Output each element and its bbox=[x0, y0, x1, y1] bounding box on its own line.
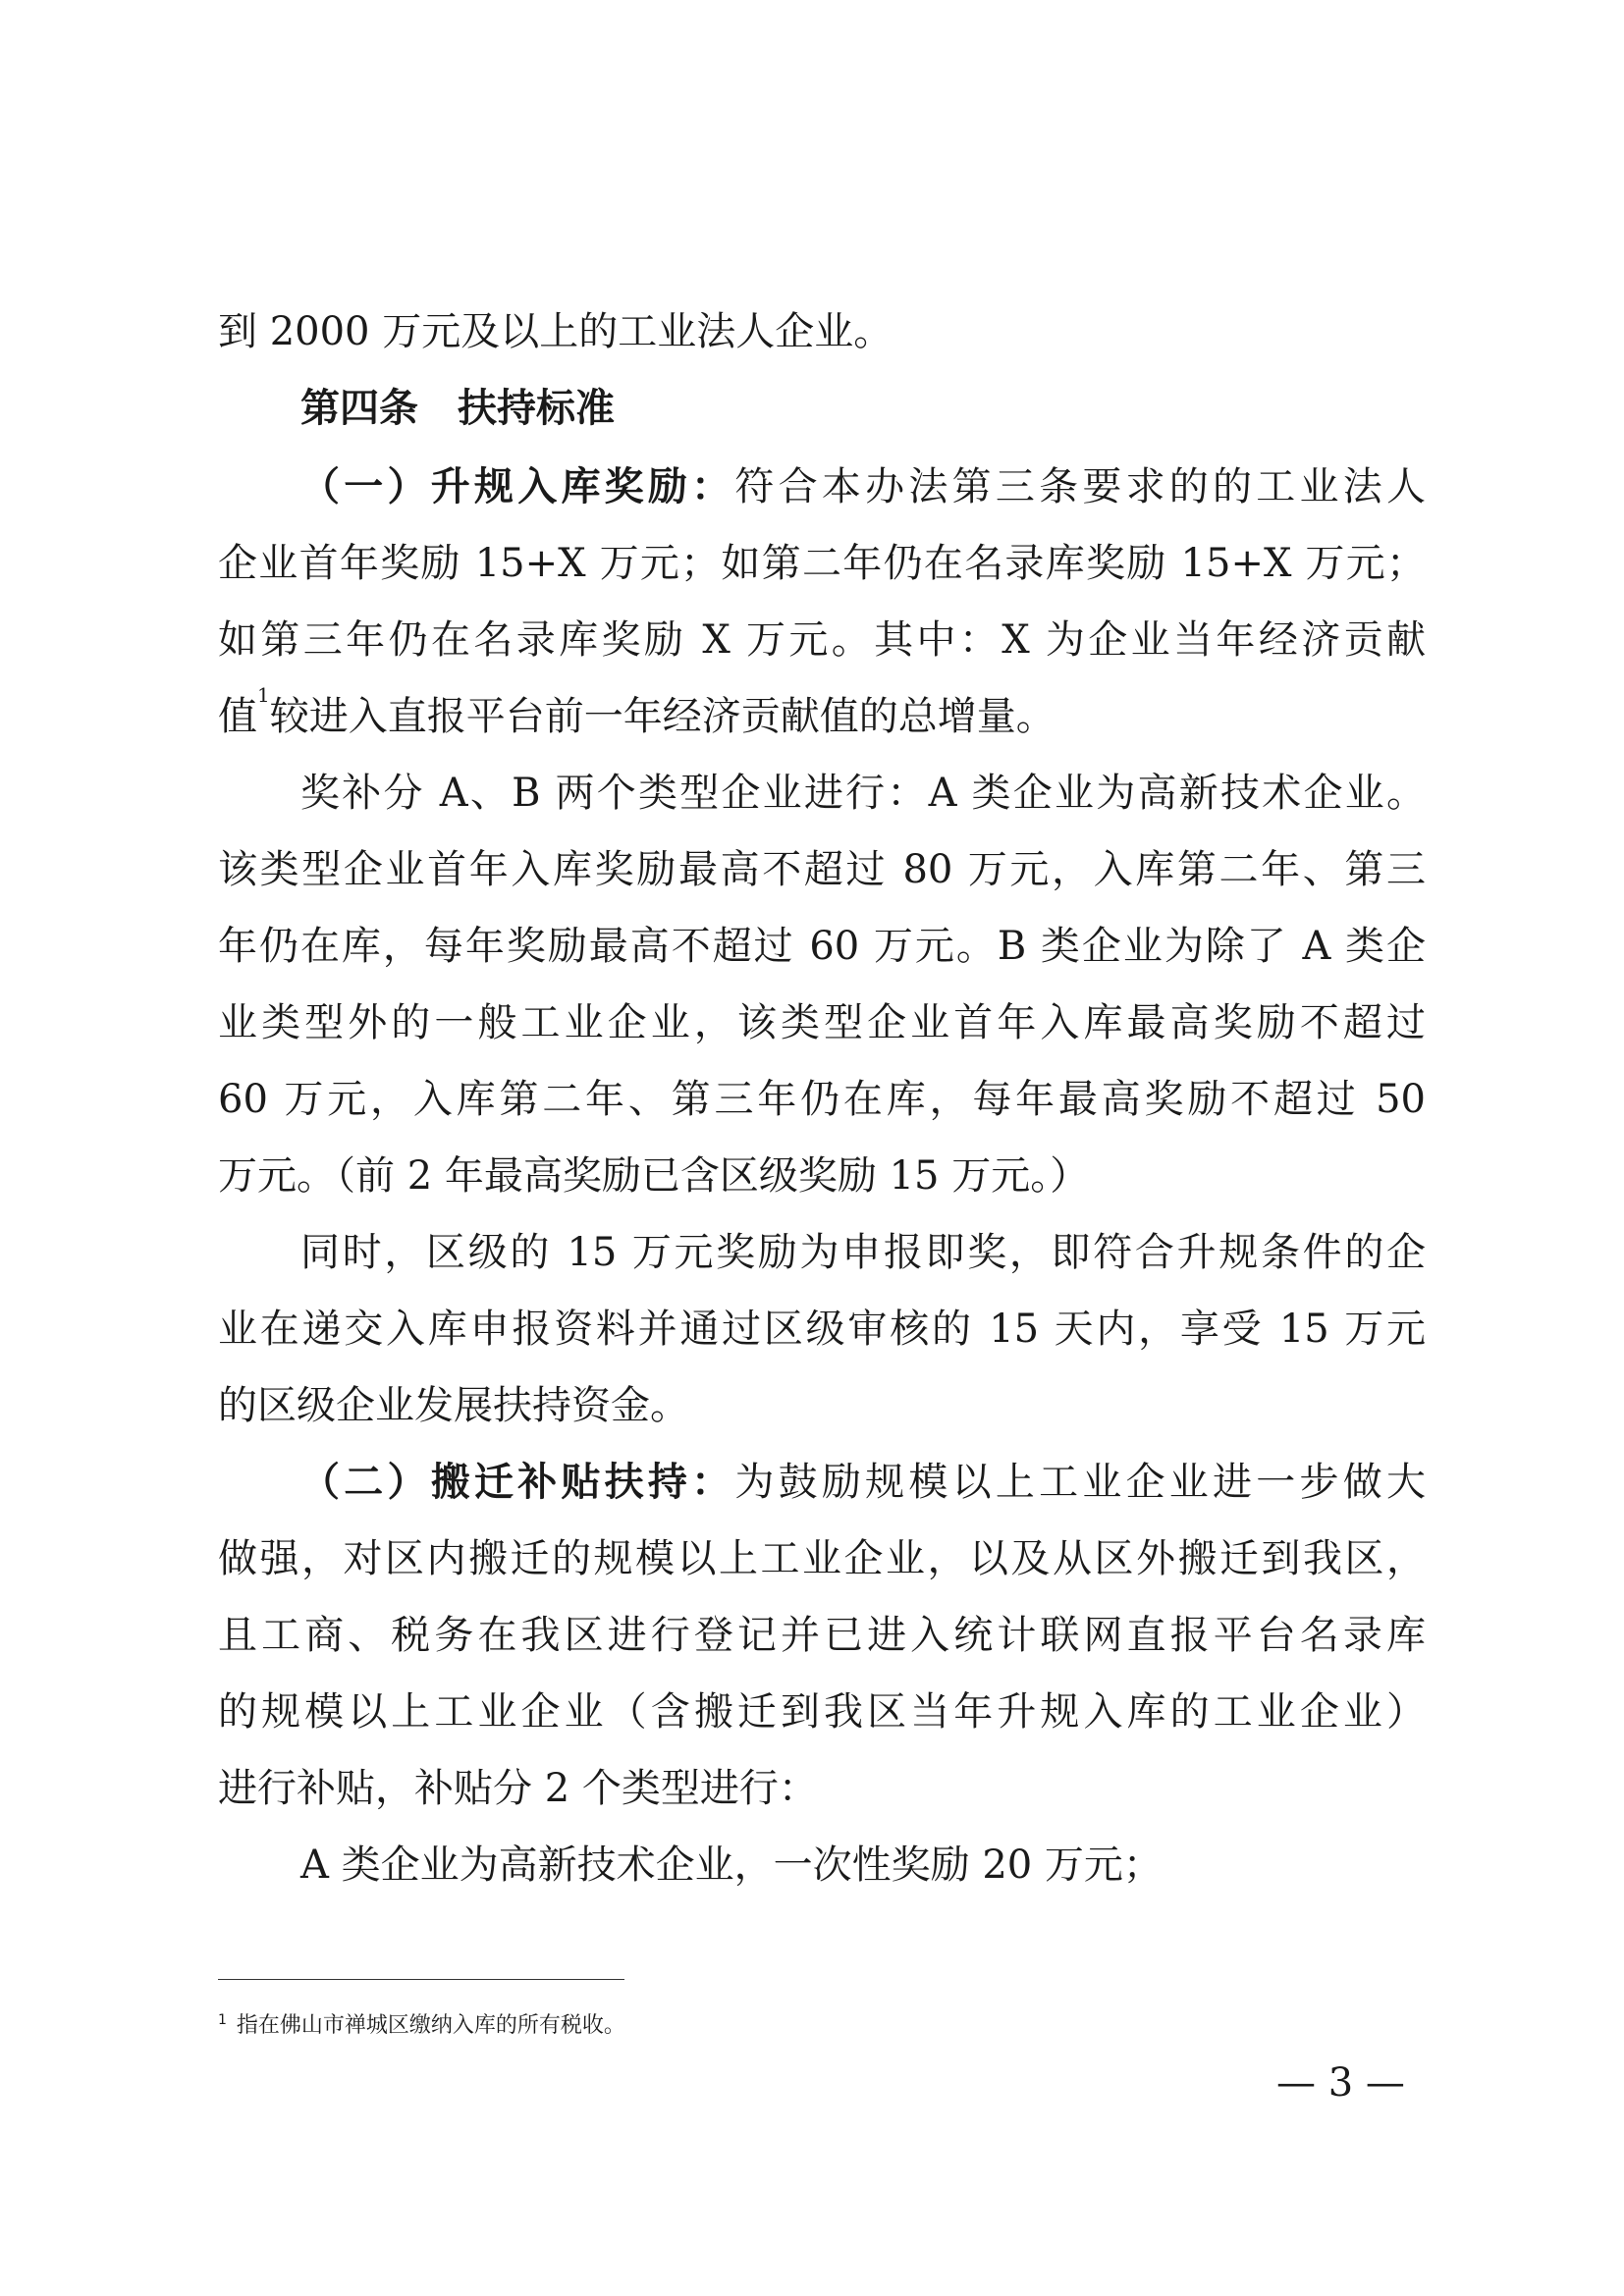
paragraph-line: 的区级企业发展扶持资金。 bbox=[218, 1383, 689, 1428]
paragraph-line: 做强，对区内搬迁的规模以上工业企业，以及从区外搬迁到我区， bbox=[218, 1536, 1426, 1581]
paragraph-line: 万元。（前 2 年最高奖励已含区级奖励 15 万元。） bbox=[218, 1153, 1090, 1199]
paragraph-line: 且工商、税务在我区进行登记并已进入统计联网直报平台名录库 bbox=[218, 1613, 1426, 1658]
footnote-ref: 1 bbox=[257, 682, 270, 707]
footnote-text: 指在佛山市禅城区缴纳入库的所有税收。 bbox=[236, 2013, 625, 2038]
section-lead: （一）升规入库奖励： bbox=[300, 464, 735, 509]
paragraph-line: A 类企业为高新技术企业，一次性奖励 20 万元； bbox=[300, 1842, 1163, 1888]
article-heading: 第四条 扶持标准 bbox=[300, 386, 615, 431]
paragraph-line: 60 万元，入库第二年、第三年仍在库，每年最高奖励不超过 50 bbox=[218, 1077, 1426, 1122]
paragraph-line: 的规模以上工业企业（含搬迁到我区当年升规入库的工业企业） bbox=[218, 1689, 1426, 1735]
section-lead: （二）搬迁补贴扶持： bbox=[300, 1460, 735, 1505]
paragraph-text: 值 bbox=[218, 694, 257, 739]
paragraph-line: 该类型企业首年入库奖励最高不超过 80 万元，入库第二年、第三 bbox=[218, 847, 1426, 892]
paragraph-text: 较进入直报平台前一年经济贡献值的总增量。 bbox=[269, 694, 1056, 739]
paragraph-line: 到 2000 万元及以上的工业法人企业。 bbox=[218, 309, 893, 354]
paragraph-text: 为鼓励规模以上工业企业进一步做大 bbox=[734, 1460, 1427, 1505]
paragraph-line bbox=[300, 1457, 1426, 1508]
page-number: — 3 — bbox=[1276, 2060, 1405, 2106]
paragraph-line bbox=[300, 461, 1426, 512]
paragraph-line: 奖补分 A、B 两个类型企业进行：A 类企业为高新技术企业。 bbox=[300, 771, 1426, 816]
paragraph-line: 年仍在库，每年奖励最高不超过 60 万元。B 类企业为除了 A 类企 bbox=[218, 924, 1426, 969]
paragraph-line: 同时，区级的 15 万元奖励为申报即奖，即符合升规条件的企 bbox=[300, 1230, 1426, 1275]
footnote-mark: 1 bbox=[218, 2012, 227, 2028]
paragraph-line: 业类型外的一般工业企业，该类型企业首年入库最高奖励不超过 bbox=[218, 1000, 1426, 1045]
paragraph-line: 业在递交入库申报资料并通过区级审核的 15 天内，享受 15 万元 bbox=[218, 1307, 1426, 1352]
paragraph-line: 企业首年奖励 15+X 万元；如第二年仍在名录库奖励 15+X 万元； bbox=[218, 541, 1426, 586]
paragraph-text: 符合本办法第三条要求的的工业法人 bbox=[734, 464, 1427, 509]
paragraph-line bbox=[218, 682, 1426, 742]
paragraph-line: 进行补贴，补贴分 2 个类型进行： bbox=[218, 1766, 818, 1811]
footnote-divider bbox=[218, 1979, 624, 1980]
paragraph-line: 如第三年仍在名录库奖励 X 万元。其中：X 为企业当年经济贡献 bbox=[218, 617, 1426, 663]
footnote bbox=[218, 2012, 625, 2042]
